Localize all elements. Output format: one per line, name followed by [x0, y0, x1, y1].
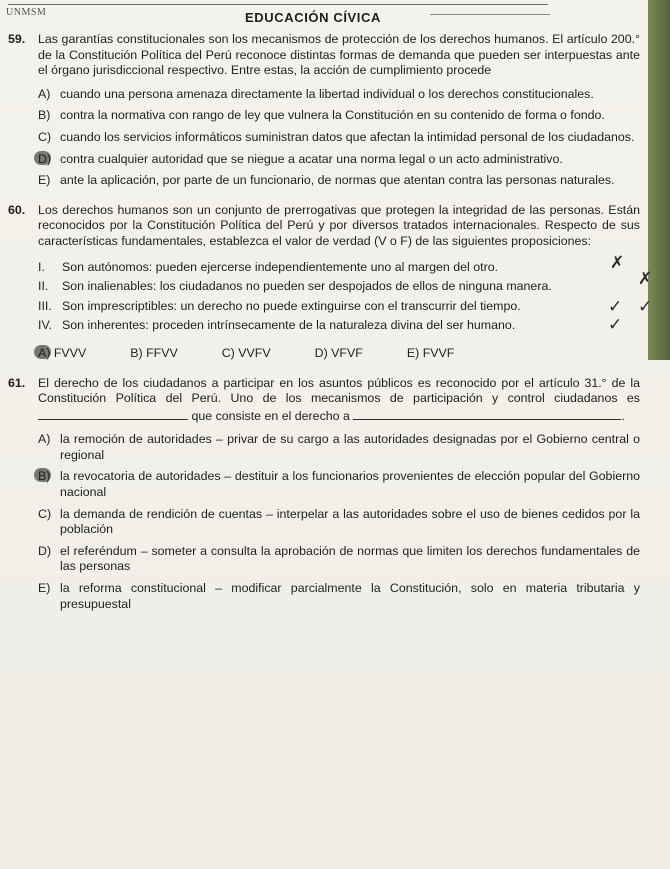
option-d[interactable]	[38, 152, 640, 168]
question-number: 60.	[8, 202, 26, 217]
proposition-text: Son autónomos: pueden ejercerse independientemente uno al margen del otro.	[62, 259, 499, 274]
proposition-label: I.	[38, 259, 45, 274]
option-a[interactable]	[38, 432, 640, 463]
option-b[interactable]	[130, 346, 178, 362]
fill-blank-1	[38, 407, 188, 420]
option-label: C)	[38, 129, 52, 144]
option-c[interactable]	[222, 346, 271, 362]
question-stem	[8, 203, 640, 250]
option-label: E)	[38, 173, 51, 188]
option-label	[38, 469, 60, 500]
stem-part-3: .	[621, 408, 625, 423]
option-text: VVFV	[238, 345, 271, 360]
option-text: FVVF	[422, 345, 455, 360]
option-label: C)	[221, 345, 235, 360]
proposition-label: IV.	[38, 318, 53, 333]
option-label	[38, 152, 60, 168]
option-text: VFVF	[331, 345, 363, 360]
option-label: A)	[38, 432, 51, 447]
header-rule	[8, 4, 548, 5]
option-text: cuando una persona amenaza directamente la libertad individual o los derechos constitucionales.	[60, 86, 594, 101]
option-text: FVVV	[53, 345, 87, 360]
answer-options	[38, 346, 640, 362]
option-e[interactable]	[38, 581, 640, 612]
option-label-text: D)	[38, 151, 52, 166]
questions	[8, 32, 653, 626]
proposition-2	[38, 279, 640, 295]
proposition-label: II.	[38, 279, 49, 294]
option-d[interactable]	[315, 346, 363, 362]
option-text: la demanda de rendición de cuentas – interpelar a las autoridades sobre el uso de bienes cedidos por la población	[60, 506, 640, 537]
proposition-text: Son imprescriptibles: un derecho no puede extinguirse con el transcurrir del tiempo.	[62, 298, 521, 313]
option-text: cuando los servicios informáticos suministran datos que afectan la intimidad personal de los ciudadanos.	[60, 129, 635, 144]
proposition-text: Son inherentes: proceden intrínsecamente de la naturaleza divina del ser humano.	[62, 318, 516, 333]
check-mark-icon: ✓	[638, 296, 653, 317]
check-mark-icon: ✓	[608, 314, 623, 335]
option-text: la reforma constitucional – modificar parcialmente la Constitución, solo en materia tributaria y presupuestal	[60, 581, 640, 611]
option-text: la remoción de autoridades – privar de su cargo a las autoridades designadas por el Gobierno central o regional	[60, 432, 640, 462]
option-e[interactable]	[407, 346, 455, 362]
option-text: FFVV	[146, 345, 178, 360]
cross-mark-icon: ✗	[638, 268, 653, 289]
answer-options	[38, 87, 640, 189]
check-mark-icon: ✓	[608, 296, 623, 317]
proposition-3	[38, 296, 640, 317]
option-a[interactable]	[38, 346, 86, 362]
option-c[interactable]	[38, 130, 640, 146]
cross-mark-icon: ✗	[610, 252, 625, 273]
question-59	[8, 32, 640, 189]
proposition-1	[38, 260, 640, 276]
stem-part-1: El derecho de los ciudadanos a participar en los asuntos públicos es reconocido por el artículo 31.° de la Constitución Política del Perú. Uno de los mecanismos de participación y control ciudadanos es	[38, 375, 640, 406]
option-text: ante la aplicación, por parte de un funcionario, de normas que atentan contra las personas naturales.	[60, 173, 615, 188]
option-c[interactable]	[38, 507, 640, 538]
question-60	[8, 202, 653, 362]
stem-part-2: que consiste en el derecho a	[191, 408, 350, 423]
proposition-4	[38, 314, 640, 335]
question-number: 59.	[8, 32, 26, 46]
institution-logo: UNMSM	[6, 7, 47, 18]
option-d[interactable]	[38, 544, 640, 575]
question-stem	[8, 32, 640, 79]
question-number: 61.	[8, 375, 26, 390]
option-label: A)	[38, 345, 51, 360]
option-label: E)	[406, 345, 420, 360]
option-b[interactable]	[38, 108, 640, 124]
option-e[interactable]	[38, 173, 640, 189]
option-label: C)	[38, 506, 52, 521]
option-b[interactable]	[38, 469, 640, 500]
option-text: contra la normativa con rango de ley que vulnera la Constitución en su contenido de forma o fondo.	[60, 108, 605, 123]
question-stem	[8, 376, 640, 425]
option-text: contra cualquier autoridad que se niegue a acatar una norma legal o un acto administrativo.	[60, 151, 563, 166]
propositions	[38, 252, 653, 335]
option-label: B)	[130, 345, 143, 360]
option-label: A)	[38, 86, 51, 101]
answer-options	[38, 432, 640, 612]
question-text: Las garantías constitucionales son los mecanismos de protección de los derechos humanos. El artículo 200.° de la Constitución Política del Perú reconoce distintas formas de demanda que pueden ser interpuestas ante el órgano jurisdiccional respectivo. Entre estas, la acción de cumplimiento procede	[38, 32, 640, 78]
question-text	[38, 376, 640, 425]
option-label: D)	[38, 543, 52, 558]
option-label-text: B)	[38, 469, 51, 484]
fill-blank-2	[353, 407, 621, 420]
proposition-text: Son inalienables: los ciudadanos no pueden ser despojados de ellos de ninguna manera.	[62, 279, 552, 294]
header-rule-right	[430, 14, 550, 15]
option-text: el referéndum – someter a consulta la aprobación de normas que limiten los derechos fundamentales de las personas	[60, 543, 640, 574]
proposition-label: III.	[38, 298, 52, 313]
option-a[interactable]	[38, 87, 640, 103]
subject-title: EDUCACIÓN CÍVICA	[245, 10, 381, 25]
option-label: E)	[38, 581, 51, 596]
question-text: Los derechos humanos son un conjunto de prerrogativas que protegen la integridad de las personas. Están reconocidos por la Constitución Política del Perú y por diversos tratados internacionales. Respecto de sus características fundamentales, establezca el valor de verdad (V o F) de las siguientes proposiciones:	[38, 202, 640, 248]
option-label: B)	[38, 108, 51, 123]
question-61	[8, 376, 640, 613]
option-text: la revocatoria de autoridades – destituir a los funcionarios provenientes de elección popular del Gobierno nacional	[60, 469, 640, 500]
option-label: D)	[314, 345, 328, 360]
